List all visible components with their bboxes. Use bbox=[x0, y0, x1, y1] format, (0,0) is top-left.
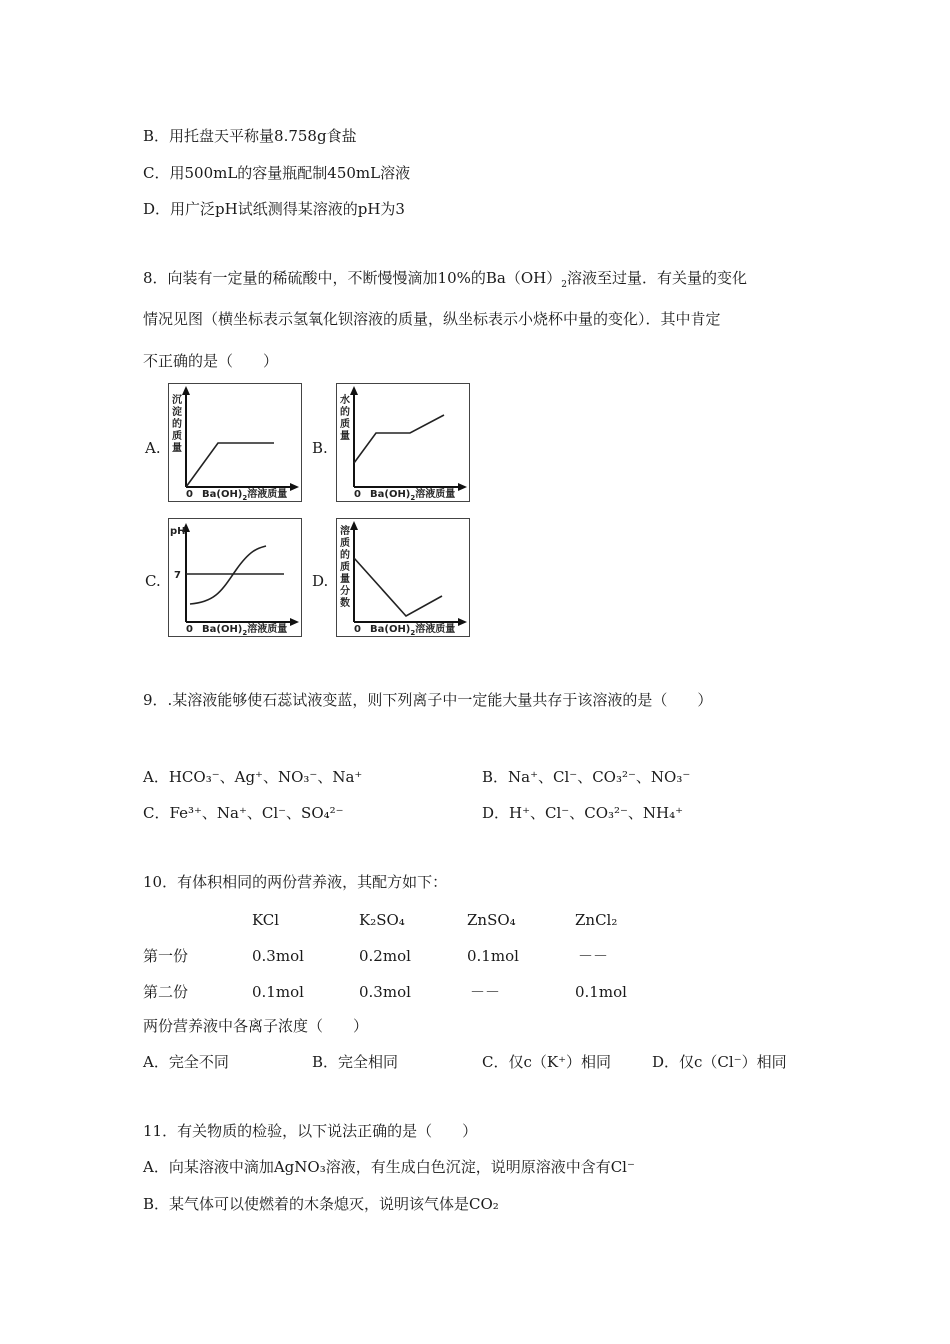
table-cell: 0.1mol bbox=[467, 947, 519, 965]
table-cell: 0.3mol bbox=[359, 983, 411, 1001]
q8-graph-b-ylabel-3: 质 bbox=[340, 419, 350, 430]
table-header: K₂SO₄ bbox=[359, 911, 405, 929]
table-header: ZnSO₄ bbox=[467, 911, 516, 929]
table-cell: －－ bbox=[470, 983, 501, 1001]
table-cell: 0.1mol bbox=[575, 983, 627, 1001]
q8-graph-d-xlabel: $Ba(OH)_2$溶液质量 bbox=[370, 624, 456, 637]
q8-graph-b-ylabel-4: 量 bbox=[340, 431, 350, 442]
q9-option-c: C．Fe³⁺、Na⁺、Cl⁻、SO₄²⁻ bbox=[143, 804, 344, 822]
q8-graph-b-xlabel: $Ba(OH)_2$溶液质量 bbox=[370, 489, 456, 502]
q8-graph-a-origin: 0 bbox=[186, 489, 193, 500]
q8-graph-d-ylabel-1: 溶 bbox=[340, 526, 350, 537]
q8-graph-a-ylabel-1: 沉 bbox=[172, 395, 182, 406]
table-row-label: 第一份 bbox=[143, 947, 189, 965]
q10-option-c: C．仅c（K⁺）相同 bbox=[482, 1053, 612, 1071]
q8-stem-line2: 情况见图（横坐标表示氢氧化钡溶液的质量，纵坐标表示小烧杯中量的变化）．其中肯定 bbox=[143, 310, 721, 328]
q8-graph-c-ylabel: pH bbox=[170, 526, 186, 537]
q8-graph-c-origin: 0 bbox=[186, 624, 193, 635]
q8-graph-a-ylabel-3: 的 bbox=[172, 419, 182, 430]
q8-graph-d-ylabel-3: 的 bbox=[340, 550, 350, 561]
q9-option-d: D．H⁺、Cl⁻、CO₃²⁻、NH₄⁺ bbox=[482, 804, 684, 822]
q7-option-b: B．用托盘天平称量8.758g食盐 bbox=[143, 127, 357, 145]
q8-graph-a-ylabel-2: 淀 bbox=[172, 407, 182, 418]
q11-option-b: B．某气体可以使燃着的木条熄灭，说明该气体是CO₂ bbox=[143, 1195, 499, 1213]
q7-option-d: D．用广泛pH试纸测得某溶液的pH为3 bbox=[143, 200, 405, 218]
q11-stem: 11．有关物质的检验，以下说法正确的是（ ） bbox=[143, 1122, 478, 1140]
q8-graph-d-ylabel-2: 质 bbox=[340, 538, 350, 549]
q8-graph-a-ylabel-4: 质 bbox=[172, 431, 182, 442]
q8-graph-b-ylabel-2: 的 bbox=[340, 407, 350, 418]
table-row-label: 第二份 bbox=[143, 983, 189, 1001]
q8-graph-d-label: D. bbox=[312, 572, 329, 590]
q9-option-b: B．Na⁺、Cl⁻、CO₃²⁻、NO₃⁻ bbox=[482, 768, 691, 786]
q8-graph-d bbox=[336, 518, 470, 637]
q11-option-a: A．向某溶液中滴加AgNO₃溶液，有生成白色沉淀，说明原溶液中含有Cl⁻ bbox=[143, 1158, 635, 1176]
q8-graph-d-ylabel-5: 量 bbox=[340, 574, 350, 585]
q10-option-b: B．完全相同 bbox=[312, 1053, 399, 1071]
q10-option-a: A．完全不同 bbox=[143, 1053, 229, 1071]
q10-stem: 10．有体积相同的两份营养液，其配方如下： bbox=[143, 873, 448, 891]
q10-question: 两份营养液中各离子浓度（ ） bbox=[143, 1017, 369, 1035]
q8-graph-c-ref-label: 7 bbox=[174, 570, 181, 581]
q8-graph-d-ylabel-7: 数 bbox=[340, 598, 350, 609]
q8-graph-b bbox=[336, 383, 470, 502]
table-header: KCl bbox=[252, 911, 280, 929]
q9-option-a: A．HCO₃⁻、Ag⁺、NO₃⁻、Na⁺ bbox=[143, 768, 363, 786]
q8-graph-b-origin: 0 bbox=[354, 489, 361, 500]
table-cell: －－ bbox=[578, 947, 609, 965]
q8-graph-a bbox=[168, 383, 302, 502]
table-cell: 0.1mol bbox=[252, 983, 304, 1001]
q8-graph-d-origin: 0 bbox=[354, 624, 361, 635]
q8-stem-line1: 8．向装有一定量的稀硫酸中，不断慢慢滴加10%的$Ba(OH)_2$溶液至过量．有关量的变化 bbox=[143, 269, 747, 290]
q8-graph-a-xlabel: $Ba(OH)_2$溶液质量 bbox=[202, 489, 288, 502]
table-header: ZnCl₂ bbox=[575, 911, 618, 929]
q8-graph-a-label: A. bbox=[145, 439, 161, 457]
q7-option-c: C．用500mL的容量瓶配制450mL溶液 bbox=[143, 164, 411, 182]
table-cell: 0.2mol bbox=[359, 947, 411, 965]
q8-graph-c-xlabel: $Ba(OH)_2$溶液质量 bbox=[202, 624, 288, 637]
q8-graph-a-ylabel-5: 量 bbox=[172, 443, 182, 454]
q8-stem-line3: 不正确的是（ ） bbox=[143, 352, 279, 370]
q8-graph-b-label: B. bbox=[312, 439, 328, 457]
q8-graph-d-ylabel-4: 质 bbox=[340, 562, 350, 573]
q8-graph-c-label: C. bbox=[145, 572, 161, 590]
table-cell: 0.3mol bbox=[252, 947, 304, 965]
q8-graph-b-ylabel-1: 水 bbox=[340, 395, 350, 406]
q8-graph-d-ylabel-6: 分 bbox=[340, 586, 350, 597]
q10-option-d: D．仅c（Cl⁻）相同 bbox=[652, 1053, 787, 1071]
q9-stem: 9．.某溶液能够使石蕊试液变蓝，则下列离子中一定能大量共存于该溶液的是（ ） bbox=[143, 691, 713, 709]
q8-graph-c bbox=[168, 518, 302, 637]
